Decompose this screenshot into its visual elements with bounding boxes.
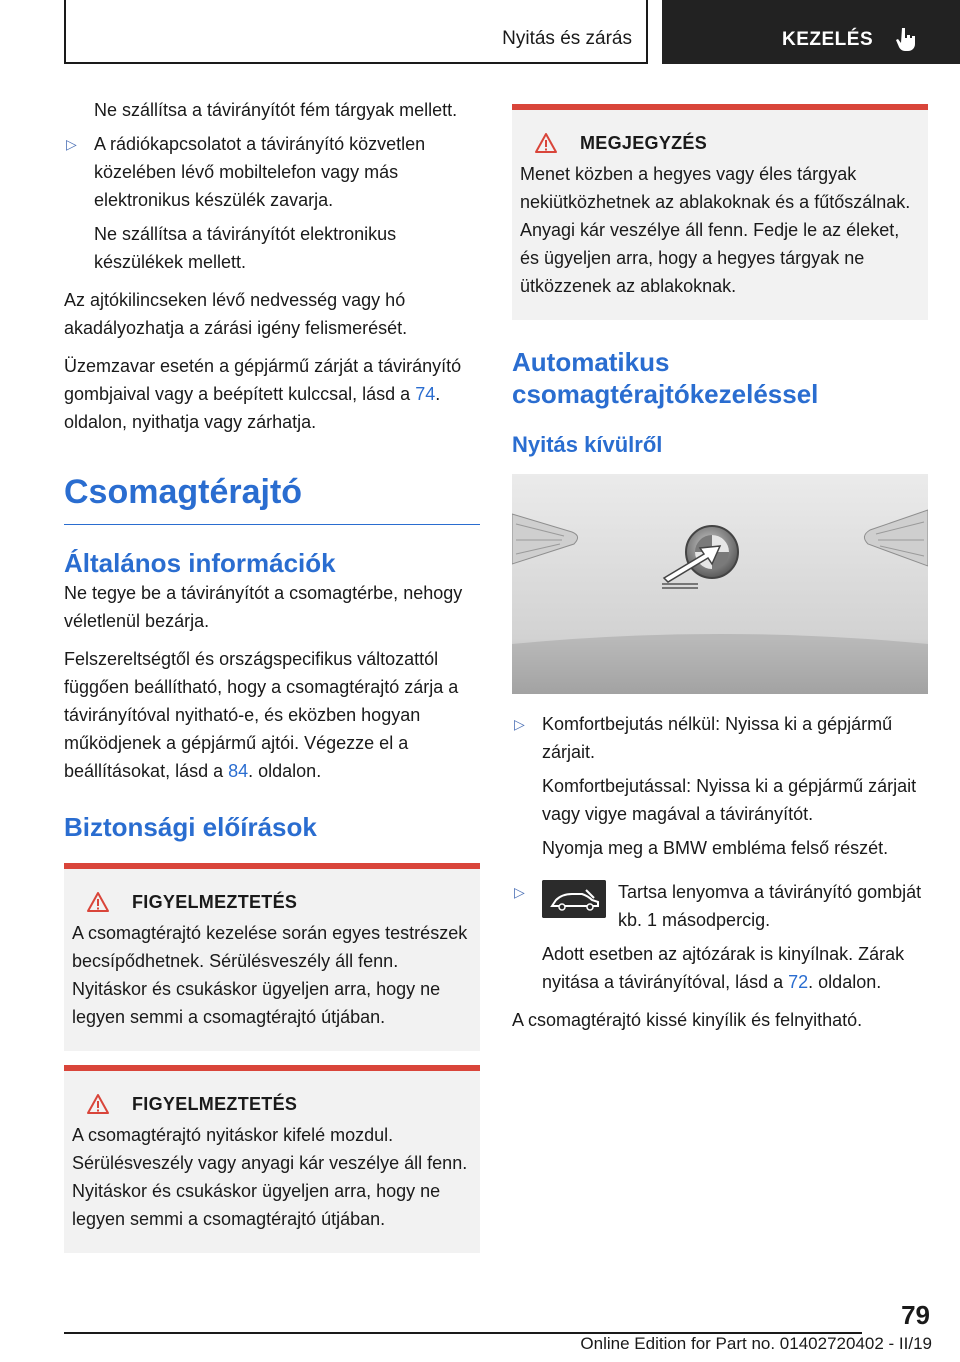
warning-text: A csomagtérajtó kezelése során egyes testrészek becsípődhetnek. Sérülésveszély áll fenn. Nyitáskor és csukáskor ügyeljen arra, hogy ne legyen semmi a csomagtérajtó útjában. bbox=[72, 923, 468, 1027]
tailgate-emblem-photo bbox=[512, 474, 928, 694]
chapter-title: Nyitás és zárás bbox=[502, 28, 632, 49]
section-label: KEZELÉS bbox=[782, 29, 874, 50]
list-item-text: A rádiókapcsolatot a távirányító közvetlen közelében lévő mobiltelefon vagy más elektronikus készülék zavarja. bbox=[94, 134, 426, 210]
warning-title: FIGYELMEZTETÉS bbox=[132, 891, 298, 912]
triangle-bullet-icon: ▷ bbox=[66, 136, 77, 152]
section-heading: Automatikus csomagtérajtókezeléssel bbox=[512, 347, 819, 409]
paragraph: Nyomja meg a BMW embléma felső részét. bbox=[542, 838, 889, 858]
footer-edition: Online Edition for Part no. 01402720402 - II/19 bbox=[580, 1334, 932, 1353]
notice-header bbox=[520, 132, 918, 154]
paragraph: Komfortbejutással: Nyissa ki a gépjármű zárjait vagy vigye magával a távirányítót. bbox=[542, 776, 917, 824]
page-link-84[interactable]: 84 bbox=[228, 761, 249, 781]
section-tab bbox=[662, 0, 960, 64]
section-heading: Csomagtérajtó bbox=[64, 472, 480, 525]
subsection-heading: Nyitás kívülről bbox=[512, 432, 663, 457]
paragraph bbox=[512, 940, 928, 996]
page-link-74[interactable]: 74 bbox=[415, 384, 436, 404]
list-item-text: Komfortbejutás nélkül: Nyissa ki a gépjármű zárjait. bbox=[542, 714, 893, 762]
page-link-72[interactable]: 72 bbox=[788, 972, 809, 992]
right-column bbox=[512, 104, 928, 1034]
chapter-tab bbox=[64, 0, 648, 64]
paragraph: Ne tegye be a távirányítót a csomagtérbe, nehogy véletlenül bezárja. bbox=[64, 583, 463, 631]
warning-triangle-icon bbox=[86, 891, 110, 913]
warning-box bbox=[64, 863, 480, 1051]
paragraph: Ne szállítsa a távirányítót fém tárgyak mellett. bbox=[94, 100, 458, 120]
list-item bbox=[512, 710, 928, 766]
warning-box bbox=[64, 1065, 480, 1253]
subsection-heading: Biztonsági előírások bbox=[64, 812, 317, 842]
list-item bbox=[64, 130, 480, 214]
paragraph: Ne szállítsa a távirányítót elektronikus készülékek mellett. bbox=[94, 224, 397, 272]
text: . oldalon. bbox=[808, 972, 882, 992]
warning-header bbox=[72, 1093, 470, 1115]
list-item bbox=[512, 878, 928, 934]
text: Felszereltségtől és országspecifikus változattól függően beállítható, hogy a csomagtérajtó zárja a távirányítóval nyitható-e, és eközben hogyan működjenek a gépjármű ajtói. Végezze el a beállításokat, lásd a bbox=[64, 649, 459, 781]
warning-triangle-icon bbox=[534, 132, 558, 154]
subsection-heading: Általános információk bbox=[64, 548, 336, 578]
page-number: 79 bbox=[901, 1300, 930, 1330]
warning-title: FIGYELMEZTETÉS bbox=[132, 1093, 298, 1114]
notice-text: Menet közben a hegyes vagy éles tárgyak nekiütközhetnek az ablakoknak és a fűtőszálnak. Anyagi kár veszélye áll fenn. Fedje le az éleket, és ügyeljen arra, hogy a hegyes tárgyak ne ütközzenek az ablakoknak. bbox=[520, 164, 911, 296]
text: Üzemzavar esetén a gépjármű zárját a távirányító gombjaival vagy a beépített kulccsal, lásd a bbox=[64, 356, 462, 404]
warning-triangle-icon bbox=[86, 1093, 110, 1115]
tailgate-button-icon bbox=[542, 880, 606, 918]
paragraph: Az ajtókilincseken lévő nedvesség vagy hó akadályozhatja a zárási igény felismerését. bbox=[64, 290, 408, 338]
list-item-text: Tartsa lenyomva a távirányító gombját kb. 1 másodpercig. bbox=[618, 882, 922, 930]
text: . oldalon. bbox=[248, 761, 322, 781]
hand-pointer-icon bbox=[896, 26, 918, 52]
paragraph bbox=[64, 352, 480, 436]
paragraph: A csomagtérajtó kissé kinyílik és felnyitható. bbox=[512, 1010, 863, 1030]
left-column bbox=[64, 96, 480, 1253]
triangle-bullet-icon: ▷ bbox=[514, 716, 525, 732]
text: Adott esetben az ajtózárak is kinyílnak. Zárak nyitása a távirányítóval, lásd a bbox=[542, 944, 905, 992]
warning-header bbox=[72, 891, 470, 913]
triangle-bullet-icon: ▷ bbox=[514, 884, 525, 900]
notice-title: MEGJEGYZÉS bbox=[580, 132, 708, 153]
warning-text: A csomagtérajtó nyitáskor kifelé mozdul. Sérülésveszély vagy anyagi kár veszélye áll fenn. Nyitáskor és csukáskor ügyeljen arra, hogy ne legyen semmi a csomagtérajtó útjában. bbox=[72, 1125, 468, 1229]
paragraph bbox=[64, 645, 480, 785]
notice-box bbox=[512, 104, 928, 320]
text: . oldalon, nyithatja vagy zárhatja. bbox=[64, 384, 441, 432]
page-header bbox=[0, 0, 960, 66]
